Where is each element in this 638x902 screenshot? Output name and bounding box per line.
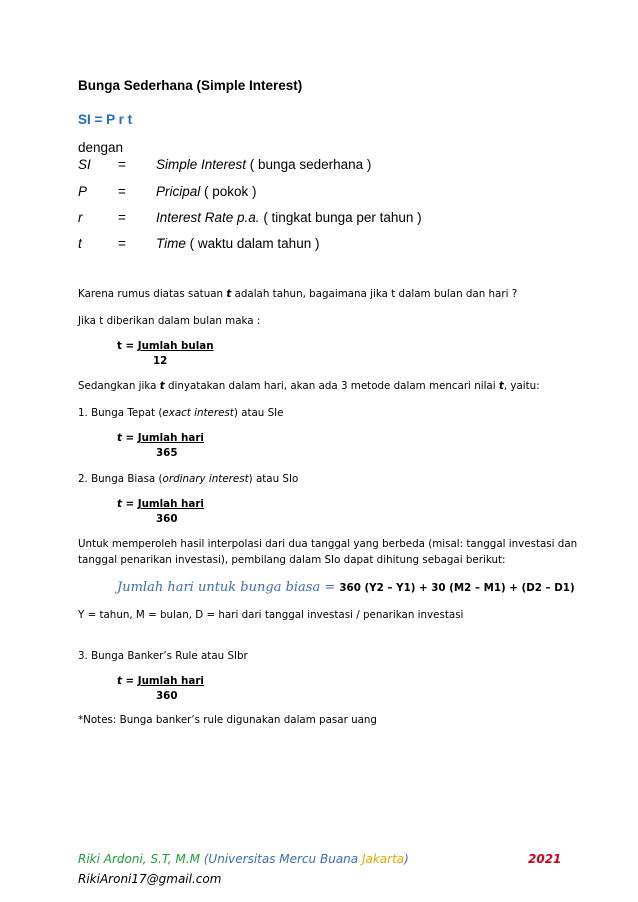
fraction-numerator: Jumlah hari	[137, 432, 204, 444]
paragraph-interpolasi-line1: Untuk memperoleh hasil interpolasi dari dua tanggal yang berbeda (misal: tanggal investasi dan	[78, 538, 578, 550]
jumlah-hari-label: Jumlah hari untuk bunga biasa =	[117, 580, 340, 595]
definition-term: Time	[156, 236, 186, 251]
definition-equals: =	[118, 157, 126, 172]
definition-term: Interest Rate p.a.	[156, 210, 260, 225]
definition-symbol: r	[78, 210, 83, 225]
definition-desc: ( bunga sederhana )	[246, 157, 372, 172]
definition-equals: =	[118, 184, 126, 199]
method-exact-interest: 1. Bunga Tepat (exact interest) atau SIe	[78, 407, 284, 419]
notes: *Notes: Bunga banker’s rule digunakan dalam pasar uang	[78, 714, 377, 726]
footer-author: Riki Ardoni, S.T, M.M (Universitas Mercu Buana Jakarta)	[78, 852, 409, 866]
fraction-bulan	[117, 340, 237, 370]
definition-symbol: t	[78, 236, 82, 251]
definition-desc: ( pokok )	[200, 184, 257, 199]
fraction-denominator: 360	[156, 513, 178, 525]
fraction-numerator: Jumlah hari	[137, 498, 204, 510]
definition-equals: =	[118, 236, 126, 251]
dengan-label: dengan	[78, 140, 124, 155]
jumlah-hari-expression: 360 (Y2 – Y1) + 30 (M2 – M1) + (D2 – D1)	[339, 582, 575, 594]
paragraph-interpolasi-line2: tanggal penarikan investasi), pembilang dalam SIo dapat dihitung sebagai berikut:	[78, 554, 506, 566]
fraction-lhs: t	[117, 432, 122, 444]
jumlah-hari-formula	[117, 578, 575, 596]
fraction-lhs: t =	[117, 340, 138, 352]
fraction-numerator: Jumlah hari	[137, 675, 204, 687]
definition-symbol: P	[78, 184, 88, 199]
fraction-lhs: t	[117, 498, 122, 510]
definition-term: Pricipal	[156, 184, 201, 199]
definition-symbol: SI	[78, 157, 91, 172]
city: Jakarta	[361, 852, 405, 866]
paragraph-satuan: Karena rumus diatas satuan t adalah tahun, bagaimana jika t dalam bulan dan hari ?	[78, 288, 518, 300]
fraction-exact: t = Jumlah hari 365	[117, 432, 204, 459]
footer-email: RikiAroni17@gmail.com	[78, 872, 222, 886]
fraction-numerator: Jumlah bulan	[137, 340, 214, 352]
fraction-banker: t = Jumlah hari 360	[117, 675, 204, 702]
main-formula: SI = P r t	[78, 112, 133, 127]
method-bankers-rule: 3. Bunga Banker’s Rule atau SIbr	[78, 650, 248, 662]
university: (Universitas Mercu Buana	[203, 852, 362, 866]
definition-desc: ( tingkat bunga per tahun )	[259, 210, 422, 225]
document-title: Bunga Sederhana (Simple Interest)	[78, 78, 303, 93]
definition-equals: =	[118, 210, 126, 225]
fraction-denominator: 360	[156, 690, 178, 702]
fraction-denominator: 365	[156, 447, 178, 459]
fraction-ordinary: t = Jumlah hari 360	[117, 498, 204, 525]
fraction-denominator: 12	[153, 355, 168, 367]
author-name: Riki Ardoni, S.T, M.M	[78, 852, 204, 866]
method-ordinary-interest: 2. Bunga Biasa (ordinary interest) atau SIo	[78, 473, 299, 485]
definition-term: Simple Interest	[156, 157, 247, 172]
paragraph-bulan: Jika t diberikan dalam bulan maka :	[78, 315, 261, 327]
legend-ymd: Y = tahun, M = bulan, D = hari dari tanggal investasi / penarikan investasi	[78, 609, 464, 621]
fraction-lhs: t	[117, 675, 122, 687]
footer-year: 2021	[528, 852, 562, 866]
definition-desc: ( waktu dalam tahun )	[185, 236, 320, 251]
paragraph-hari: Sedangkan jika t dinyatakan dalam hari, akan ada 3 metode dalam mencari nilai t, yaitu:	[78, 380, 540, 392]
